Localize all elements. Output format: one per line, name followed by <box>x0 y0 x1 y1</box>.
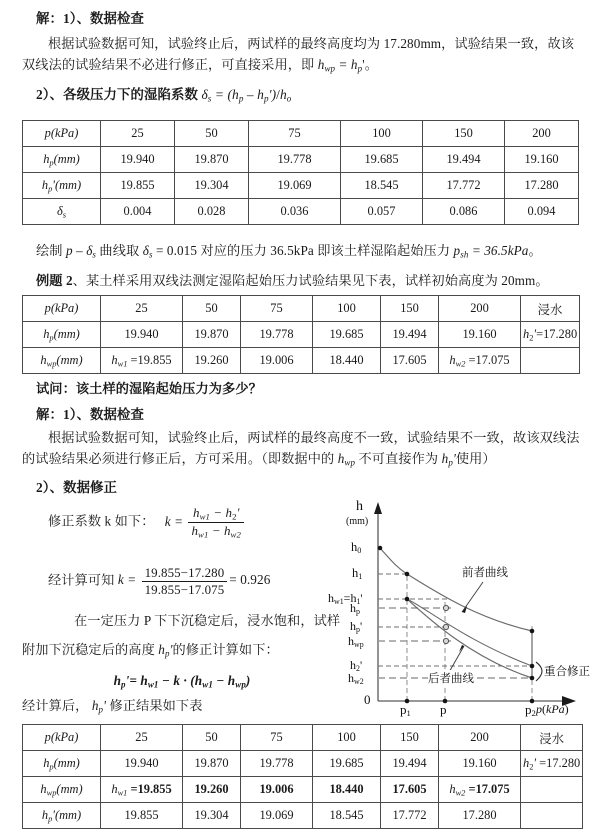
k-fraction-numerator: $h_{w1} - h2'$ <box>188 505 244 523</box>
overlap-bracket <box>536 662 542 681</box>
cell-header-6: 200 <box>505 121 579 147</box>
table-row <box>23 322 580 348</box>
cell-header-3: 75 <box>241 296 313 322</box>
cell-value: 0.004 <box>101 199 175 225</box>
settlement-curve-diagram <box>328 496 602 719</box>
cell-header-4: 100 <box>313 725 381 751</box>
cell-value: 19.940 <box>101 322 183 348</box>
cell-value: 0.086 <box>423 199 505 225</box>
example2-paragraph <box>36 270 596 291</box>
table-row <box>23 173 579 199</box>
table-row-header <box>23 121 579 147</box>
question-label: 试问： <box>36 381 76 396</box>
hp-formula-math: $h_p'= h_{w1} - k \cdot (h_{w1} - h_{wp})$ <box>113 673 251 690</box>
point-p2-lower <box>530 676 535 681</box>
cell-value: 0.057 <box>341 199 423 225</box>
cell-row-label: $h_p(mm)$ <box>23 147 101 173</box>
cell-header-0: p(kPa) <box>23 296 101 322</box>
point-h0 <box>378 546 383 551</box>
cell-value: 19.940 <box>101 147 175 173</box>
leader-former <box>462 582 483 612</box>
section1-paragraph <box>22 33 580 76</box>
cell-value-empty <box>521 348 580 374</box>
cell-value: 17.280 <box>439 803 521 829</box>
cell-value-hw1: $h_{w1} =19.855$ <box>101 348 183 374</box>
cell-value: 19.855 <box>101 173 175 199</box>
y-axis-arrow <box>374 502 382 514</box>
cell-value: 19.870 <box>175 147 249 173</box>
table-row-header <box>23 725 583 751</box>
cell-row-label: $h_{wp}(mm)$ <box>23 348 101 374</box>
cell-header-5: 150 <box>381 725 439 751</box>
hp-formula-row <box>22 670 342 692</box>
cell-value: 17.772 <box>381 803 439 829</box>
y-tick-hp: hp <box>350 601 360 616</box>
cell-value: 19.870 <box>183 751 241 777</box>
cell-header-7: 浸水 <box>521 296 580 322</box>
origin-label: 0 <box>364 692 371 707</box>
table-row <box>23 751 583 777</box>
cell-row-label: $h_{wp}(mm)$ <box>23 777 101 803</box>
y-tick-hwp: hwp <box>348 634 364 649</box>
section3-p1-tail: 使用） <box>455 451 496 467</box>
section3-paragraph <box>22 427 582 470</box>
after-formula-pre: 经计算后， <box>22 698 89 713</box>
cell-value: 19.685 <box>313 322 381 348</box>
table2-wrapper <box>22 295 580 374</box>
cell-value: 18.545 <box>313 803 381 829</box>
question-row <box>36 378 596 399</box>
curve-former <box>380 548 532 631</box>
k-calc-denominator: 19.855−17.075 <box>144 581 225 597</box>
example2-text-row <box>36 270 596 291</box>
y-tick-h1: h1 <box>352 566 363 582</box>
annotation-former-curve: 前者曲线 <box>462 567 508 579</box>
section2-heading-formula: $\delta_s = (h_p - h_p')/h_o$ <box>201 87 292 104</box>
p-para2-math: $h_p'$ <box>158 642 173 659</box>
cell-value: 0.094 <box>505 199 579 225</box>
table1-wrapper <box>22 120 579 225</box>
cell-header-0: p(kPa) <box>23 121 101 147</box>
k-fraction <box>188 505 244 540</box>
annotation-overlap-correction: 重合修正 <box>544 666 590 678</box>
table-row <box>23 777 583 803</box>
table-row <box>23 199 579 225</box>
k-calc-numerator: 19.855−17.280 <box>142 565 228 582</box>
section1-heading-row <box>36 8 576 30</box>
cell-value-h2prime: h2' =17.280 <box>521 751 583 777</box>
p-para2-tail: 的修正计算如下： <box>172 642 279 658</box>
cell-header-4: 100 <box>341 121 423 147</box>
after-table1-pre: 绘制 <box>36 243 63 258</box>
cell-value: 19.006 <box>241 777 313 803</box>
section1-p1-math: $h_{wp} = h_p'$ <box>317 57 365 74</box>
after-formula-tail: 修正结果如下表 <box>109 698 203 713</box>
after-formula-math: $h_p'$ <box>91 698 110 715</box>
cell-row-label: $h_p'(mm)$ <box>23 803 101 829</box>
cell-value: 19.160 <box>439 751 521 777</box>
cell-value: 19.069 <box>241 803 313 829</box>
after-table1-mid: 曲线取 <box>99 243 140 258</box>
section3-heading-row <box>36 404 596 426</box>
cell-header-7: 浸水 <box>521 725 583 751</box>
table-row <box>23 348 580 374</box>
cell-header-4: 100 <box>313 296 381 322</box>
section4-heading-row <box>36 477 336 499</box>
cell-value: 19.069 <box>249 173 341 199</box>
cell-value-hw1: $h_{w1} =19.855$ <box>101 777 183 803</box>
section1-p1: 根据试验数据可知，试验终止后，两试样的最终高度均为 17.280mm，试验结果一致，故该双线法的试验结果不必进行修正，可直接采用，即 <box>22 36 575 73</box>
cell-value-hw2: $h_{w2} =17.075$ <box>439 777 521 803</box>
cell-value: 17.280 <box>505 173 579 199</box>
cell-value: 19.160 <box>439 322 521 348</box>
cell-value: 19.304 <box>175 173 249 199</box>
section1-heading: 解：1）、数据检查 <box>36 11 145 26</box>
section4-heading: 2）、数据修正 <box>36 480 118 495</box>
k-calc-row <box>48 565 358 598</box>
cell-value: 0.036 <box>249 199 341 225</box>
section2-heading-row <box>36 84 576 106</box>
section3-p1-m2: $h_p'$ <box>441 451 456 468</box>
cell-value: 19.494 <box>423 147 505 173</box>
cell-value: 17.605 <box>381 348 439 374</box>
cell-header-6: 200 <box>439 725 521 751</box>
after-table1-paragraph <box>36 240 596 262</box>
cell-header-1: 25 <box>101 725 183 751</box>
pressure-paragraph-line1: 在一定压力 P 下下沉稳定后，浸水饱和，试样 <box>74 613 341 628</box>
k-calc-label: 经计算可知 <box>48 572 115 588</box>
after-formula-row <box>22 695 352 717</box>
section1-p1-tail: 。 <box>364 57 378 73</box>
cell-header-3: 75 <box>249 121 341 147</box>
cell-value: 19.304 <box>183 803 241 829</box>
pressure-paragraph-line2 <box>22 639 342 661</box>
cell-value: 19.940 <box>101 751 183 777</box>
cell-value: 18.440 <box>313 348 381 374</box>
cell-value: 17.605 <box>381 777 439 803</box>
cell-value-hw2: $h_{w2} =17.075$ <box>439 348 521 374</box>
cell-value: 19.870 <box>183 322 241 348</box>
k-calc-result: = 0.926 <box>229 572 271 588</box>
cell-value: 19.494 <box>381 322 439 348</box>
point-hp <box>443 605 448 610</box>
annotation-latter-curve: 后者曲线 <box>428 670 474 686</box>
section2-heading <box>36 84 576 106</box>
question-paragraph <box>36 378 596 399</box>
k-formula-row <box>48 505 348 540</box>
y-tick-h0: h0 <box>351 540 362 556</box>
cell-value: 19.778 <box>241 322 313 348</box>
x-axis-title: p(kPa) <box>536 702 569 716</box>
cell-value: 18.440 <box>313 777 381 803</box>
cell-value: 19.006 <box>241 348 313 374</box>
after-table1-mid2: 对应的压力 36.5kPa 即该土样湿陷起始压力 <box>200 243 451 258</box>
after-formula-line <box>22 695 352 717</box>
cell-value: 19.685 <box>341 147 423 173</box>
table-soil-data-1 <box>22 120 579 225</box>
table-row <box>23 147 579 173</box>
table-soil-data-3 <box>22 724 583 829</box>
cell-header-2: 50 <box>183 296 241 322</box>
cell-header-2: 50 <box>183 725 241 751</box>
p-para2-pre: 附加下沉稳定后的高度 <box>22 642 155 658</box>
cell-value-h2prime: h2'=17.280 <box>521 322 580 348</box>
example2-label: 例题 2 <box>36 273 73 288</box>
table-soil-data-2 <box>22 295 580 374</box>
point-p2-upper <box>530 629 535 634</box>
cell-header-1: 25 <box>101 296 183 322</box>
k-formula: k = $\frac{h_{w1} - h2'}{h_{w1} - h_{w2}}$ <box>158 514 246 529</box>
k-calc-formula: k = $\frac{19.855-17.280}{19.855-17.075}$ = 0.926 <box>117 565 271 597</box>
cell-value: 19.260 <box>183 348 241 374</box>
cell-value: 19.160 <box>505 147 579 173</box>
point-hwp <box>443 638 448 643</box>
cell-value: 18.545 <box>341 173 423 199</box>
k-label: 修正系数 k 如下： <box>48 513 155 529</box>
cell-header-5: 150 <box>423 121 505 147</box>
cell-header-1: 25 <box>101 121 175 147</box>
section2-heading-text: 2）、各级压力下的湿陷系数 <box>36 87 198 102</box>
table-row-header <box>23 296 580 322</box>
cell-value: 19.778 <box>249 147 341 173</box>
hp-formula <box>22 670 342 692</box>
section1-paragraph-text <box>22 33 580 76</box>
table-row <box>23 803 583 829</box>
section3-p1-mid: 不可直接作为 <box>358 451 439 467</box>
after-table1-tail: 。 <box>528 243 542 258</box>
k-fraction-denominator: $h_{w1} - h_{w2}$ <box>191 523 241 540</box>
after-table1-math2: $\delta_s = 0.015$ <box>142 243 198 260</box>
cell-value: 19.685 <box>313 751 381 777</box>
y-axis-title: h <box>356 499 363 514</box>
x-tick-p2: p2 <box>525 702 536 719</box>
cell-value: 19.778 <box>241 751 313 777</box>
point-hw1 <box>405 597 410 602</box>
x-tick-p1: p1 <box>400 702 411 719</box>
y-axis-unit: (mm) <box>346 516 369 527</box>
section3-p1: 根据试验数据可知，试验终止后，两试样的最终高度不一致，试验结果不一致，故该双线法的试验结果必须进行修正后，方可采用。（即数据中的 <box>22 430 580 467</box>
point-p2-mid <box>530 664 535 669</box>
cell-value: 19.260 <box>183 777 241 803</box>
cell-value: 0.028 <box>175 199 249 225</box>
cell-header-6: 200 <box>439 296 521 322</box>
y-tick-hpprime: hp' <box>350 619 363 634</box>
cell-row-label: $\delta_s$ <box>23 199 101 225</box>
point-h1 <box>405 572 410 577</box>
cell-row-label: $h_p(mm)$ <box>23 751 101 777</box>
cell-header-3: 75 <box>241 725 313 751</box>
y-tick-h2prime: h2' <box>350 658 363 673</box>
k-formula-line <box>48 505 348 540</box>
cell-row-label: $h_p(mm)$ <box>23 322 101 348</box>
cell-value-empty <box>521 777 583 803</box>
cell-value: 19.855 <box>101 803 183 829</box>
section3-p1-m1: $h_{wp}$ <box>337 451 356 468</box>
section3-paragraph-text <box>22 427 582 470</box>
after-table1-text <box>36 240 596 262</box>
point-hpprime <box>443 624 448 629</box>
question-body: 该土样的湿陷起始压力为多少？ <box>75 381 262 396</box>
k-calc-fraction <box>142 565 228 598</box>
cell-value: 17.772 <box>423 173 505 199</box>
pressure-paragraph <box>22 610 342 661</box>
cell-row-label: $h_p'(mm)$ <box>23 173 101 199</box>
section3-heading: 解：1）、数据检查 <box>36 407 145 422</box>
y-tick-hw1: hw1=h1' <box>328 591 363 606</box>
cell-header-2: 50 <box>175 121 249 147</box>
after-table1-math1: p – $\delta_s$ <box>65 243 97 260</box>
cell-header-0: p(kPa) <box>23 725 101 751</box>
y-tick-hw2: hw2 <box>348 671 364 686</box>
cell-value: 19.494 <box>381 751 439 777</box>
example2-body: 、某土样采用双线法测定湿陷起始压力试验结果见下表，试样初始高度为 20mm。 <box>72 273 549 288</box>
after-table1-math3: $p_{sh} = 36.5kPa$ <box>453 243 529 260</box>
cell-header-5: 150 <box>381 296 439 322</box>
k-calc-line <box>48 565 358 598</box>
table3-wrapper <box>22 724 583 829</box>
x-tick-p: p <box>440 702 447 717</box>
cell-value-empty <box>521 803 583 829</box>
